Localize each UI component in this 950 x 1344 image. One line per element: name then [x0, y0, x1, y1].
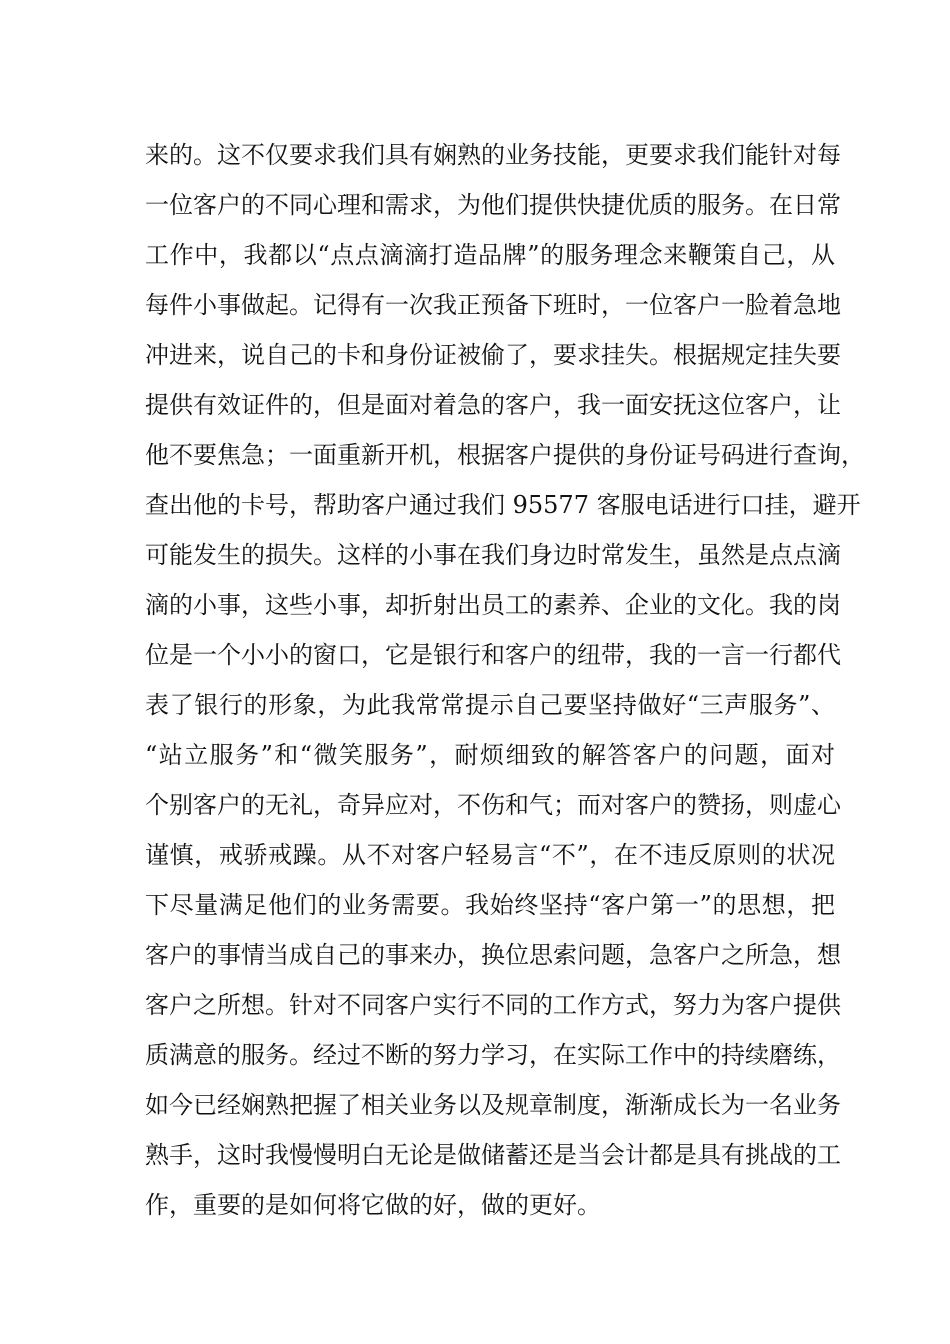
text-line: 如今已经娴熟把握了相关业务以及规章制度，渐渐成长为一名业务: [145, 1091, 841, 1119]
text-line: 来的。这不仅要求我们具有娴熟的业务技能，更要求我们能针对每: [145, 141, 841, 169]
text-line: 下尽量满足他们的业务需要。我始终坚持“客户第一”的思想，把: [145, 891, 835, 919]
text-line: 客户之所想。针对不同客户实行不同的工作方式，努力为客户提供: [145, 991, 841, 1019]
text-line: 个别客户的无礼，奇异应对，不伤和气；而对客户的赞扬，则虚心: [145, 791, 841, 819]
text-line: 工作中，我都以“点点滴滴打造品牌”的服务理念来鞭策自己，从: [145, 241, 835, 269]
body-paragraph: [145, 130, 865, 1230]
text-line: 查出他的卡号，帮助客户通过我们 95577 客服电话进行口挂，避开: [145, 491, 861, 519]
text-line: 提供有效证件的，但是面对着急的客户，我一面安抚这位客户，让: [145, 391, 841, 419]
text-line: 一位客户的不同心理和需求，为他们提供快捷优质的服务。在日常: [145, 191, 841, 219]
text-line: 滴的小事，这些小事，却折射出员工的素养、企业的文化。我的岗: [145, 591, 841, 619]
text-line: “站立服务”和“微笑服务”，耐烦细致的解答客户的问题，面对: [145, 741, 835, 769]
text-line: 质满意的服务。经过不断的努力学习，在实际工作中的持续磨练，: [145, 1041, 841, 1069]
text-line: 表了银行的形象，为此我常常提示自己要坚持做好“三声服务”、: [145, 691, 835, 719]
text-line: 每件小事做起。记得有一次我正预备下班时，一位客户一脸着急地: [145, 291, 841, 319]
text-line: 冲进来，说自己的卡和身份证被偷了，要求挂失。根据规定挂失要: [145, 341, 841, 369]
text-line: 他不要焦急；一面重新开机，根据客户提供的身份证号码进行查询，: [145, 441, 865, 469]
text-line: 作，重要的是如何将它做的好，做的更好。: [145, 1191, 601, 1219]
text-line: 谨慎，戒骄戒躁。从不对客户轻易言“不”，在不违反原则的状况: [145, 841, 835, 869]
text-line: 客户的事情当成自己的事来办，换位思索问题，急客户之所急，想: [145, 941, 841, 969]
text-line: 位是一个小小的窗口，它是银行和客户的纽带，我的一言一行都代: [145, 641, 841, 669]
text-line: 熟手，这时我慢慢明白无论是做储蓄还是当会计都是具有挑战的工: [145, 1141, 841, 1169]
text-line: 可能发生的损失。这样的小事在我们身边时常发生，虽然是点点滴: [145, 541, 841, 569]
